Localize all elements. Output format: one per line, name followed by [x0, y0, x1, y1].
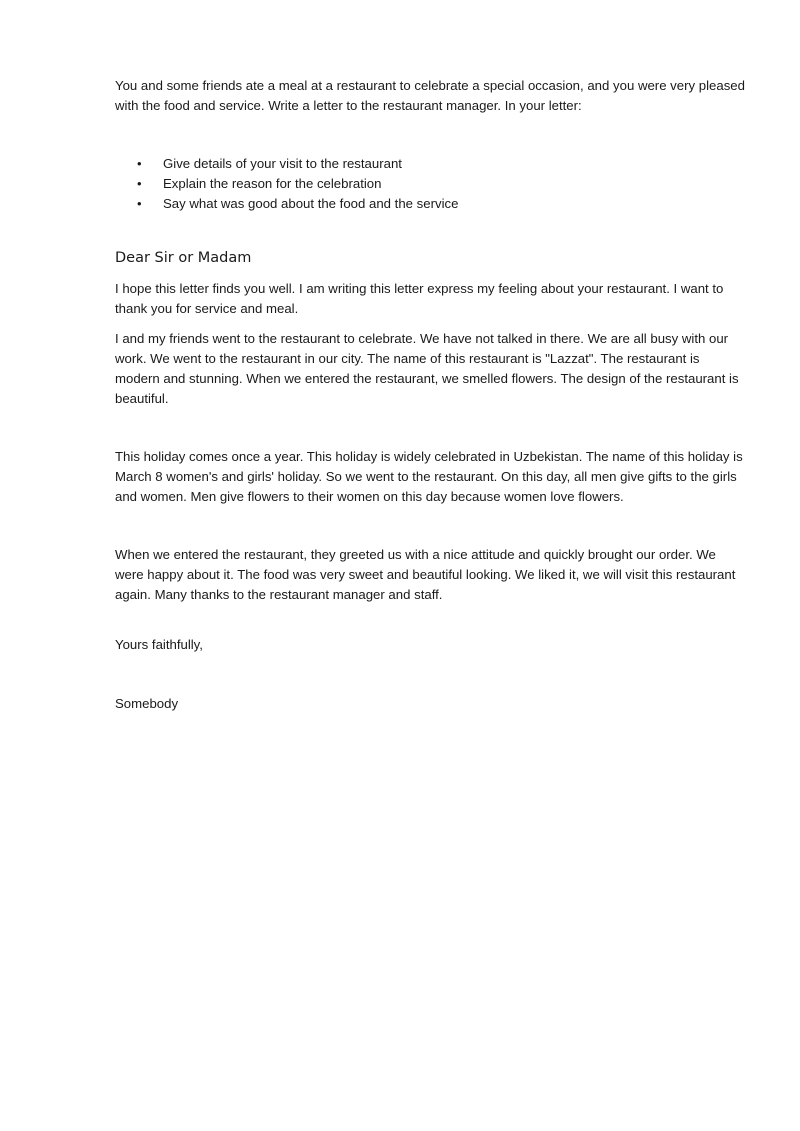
letter-paragraph: I hope this letter finds you well. I am writing this letter express my feeling about your restaurant. I want to thank you for service and meal. [115, 281, 724, 316]
task-bullet-item [115, 154, 745, 174]
task-bullet-text: Explain the reason for the celebration [163, 176, 382, 191]
task-bullet-item [115, 174, 745, 194]
task-bullet-item [115, 194, 745, 214]
task-bullet-text: Say what was good about the food and the service [163, 196, 459, 211]
letter-signature: Somebody [115, 696, 179, 711]
bullet-icon: • [137, 176, 142, 191]
letter-paragraph: I and my friends went to the restaurant to celebrate. We have not talked in there. We are all busy with our work. We went to the restaurant in our city. The name of this restaurant is "Lazzat". The restaurant is modern and stunning. When we entered the restaurant, we smelled flowers. The design of the restaurant is beautiful. [115, 331, 739, 406]
document-page [115, 76, 745, 714]
letter-closing: Yours faithfully, [115, 637, 203, 652]
bullet-icon: • [137, 196, 142, 211]
letter-paragraph: When we entered the restaurant, they greeted us with a nice attitude and quickly brought our order. We were happy about it. The food was very sweet and beautiful looking. We liked it, we will visit this restaurant again. Many thanks to the restaurant manager and staff. [115, 547, 736, 602]
task-bullet-list [115, 154, 745, 214]
bullet-icon: • [137, 156, 142, 171]
task-prompt: You and some friends ate a meal at a restaurant to celebrate a special occasion, and you were very pleased with the food and service. Write a letter to the restaurant manager. In your letter: [115, 78, 745, 113]
task-bullet-text: Give details of your visit to the restaurant [163, 156, 402, 171]
letter-salutation: Dear Sir or Madam [115, 250, 252, 266]
letter-paragraph: This holiday comes once a year. This holiday is widely celebrated in Uzbekistan. The name of this holiday is March 8 women's and girls' holiday. So we went to the restaurant. On this day, all men give gifts to the girls and women. Men give flowers to their women on this day because women love flowers. [115, 449, 743, 504]
